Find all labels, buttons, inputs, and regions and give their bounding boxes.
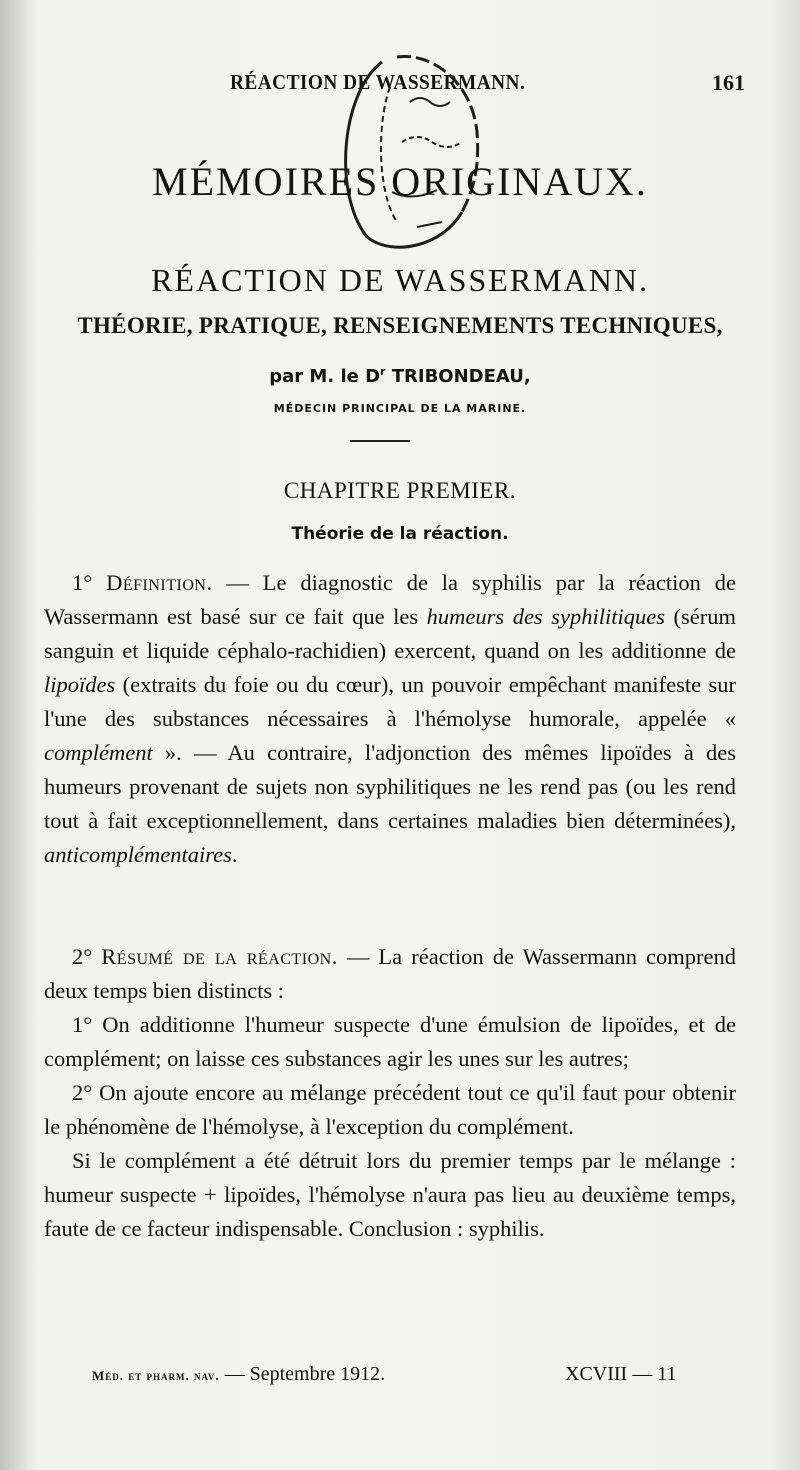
emphasis-text: complément: [44, 740, 153, 765]
journal-date: — Septembre 1912.: [219, 1363, 386, 1385]
emphasis-text: anticomplémentaires: [44, 842, 232, 867]
signature-mark: XCVIII — 11: [565, 1363, 677, 1385]
section-title: MÉMOIRES ORIGINAUX.: [152, 159, 648, 204]
journal-abbreviation: Méd. et pharm. nav.: [92, 1368, 220, 1383]
paragraph-conclusion: Si le complément a été détruit lors du premier temps par le mélange : humeur suspecte + lipoïdes, l'hémolyse n'aura pas lieu au deuxième temps, faute de ce facteur indispensable. Conclusion : syphilis.: [44, 1148, 736, 1241]
paragraph-heading: Résumé de la réaction.: [101, 944, 338, 969]
body-section-2: [44, 940, 736, 1246]
paragraph-number: 1°: [72, 570, 93, 595]
chapter-subtitle: Théorie de la réaction.: [291, 524, 509, 544]
library-stamp-icon: [322, 42, 487, 257]
byline-author: TRIBONDEAU,: [385, 366, 531, 387]
paragraph-text: (sérum sanguin et liquide céphalo-rachidien) exercent, quand on les additionne de: [44, 604, 737, 663]
paragraph-step-2: 2° On ajoute encore au mélange précédent tout ce qu'il faut pour obtenir le phénomène de l'hémolyse, à l'exception du complément.: [44, 1080, 736, 1139]
running-title: RÉACTION DE WASSERMANN.: [230, 70, 526, 94]
emphasis-text: humeurs des syphilitiques: [426, 604, 665, 629]
article-title: RÉACTION DE WASSERMANN.: [151, 262, 649, 298]
byline-prefix: par M. le D: [269, 366, 381, 387]
page-number: 161: [712, 70, 745, 95]
byline-superscript: r: [380, 365, 386, 378]
paragraph-text: .: [231, 842, 238, 867]
paragraph-definition: [44, 566, 736, 872]
divider: [350, 440, 410, 442]
paragraph-text: — Le diagnostic de la syphilis par la réaction de Wassermann est basé sur ce fait que les: [44, 570, 736, 629]
footer-journal: [92, 1363, 385, 1386]
author-byline: [0, 365, 800, 387]
body-section-1: [44, 566, 736, 872]
article-subtitle: THÉORIE, PRATIQUE, RENSEIGNEMENTS TECHNIQUES,: [77, 313, 723, 338]
scan-edge-shadow: [0, 0, 40, 1470]
paragraph-text: (extraits du foie ou du cœur), un pouvoir empêchant manifeste sur l'une des substances nécessaires à l'hémolyse humorale, appelée «: [44, 672, 736, 731]
page-footer: [0, 1363, 800, 1393]
chapter-title: CHAPITRE PREMIER.: [283, 478, 517, 503]
paragraph-step-1: 1° On additionne l'humeur suspecte d'une émulsion de lipoïdes, et de complément; on laisse ces substances agir les unes sur les autres;: [44, 1012, 736, 1071]
paragraph-number: 2°: [72, 944, 93, 969]
paragraph-heading: Définition.: [106, 570, 213, 595]
paragraph-text: ». — Au contraire, l'adjonction des mêmes lipoïdes à des humeurs provenant de sujets non syphilitiques ne les rend pas (ou les rend tout à fait exceptionnellement, dans certaines maladies bien déterminées),: [44, 740, 736, 833]
author-affiliation: MÉDECIN PRINCIPAL DE LA MARINE.: [273, 402, 527, 415]
emphasis-text: lipoïdes: [44, 672, 116, 697]
paragraph-text: — La réaction de Wassermann comprend deux temps bien distincts :: [44, 944, 736, 1003]
paragraph-summary: [44, 940, 736, 1008]
